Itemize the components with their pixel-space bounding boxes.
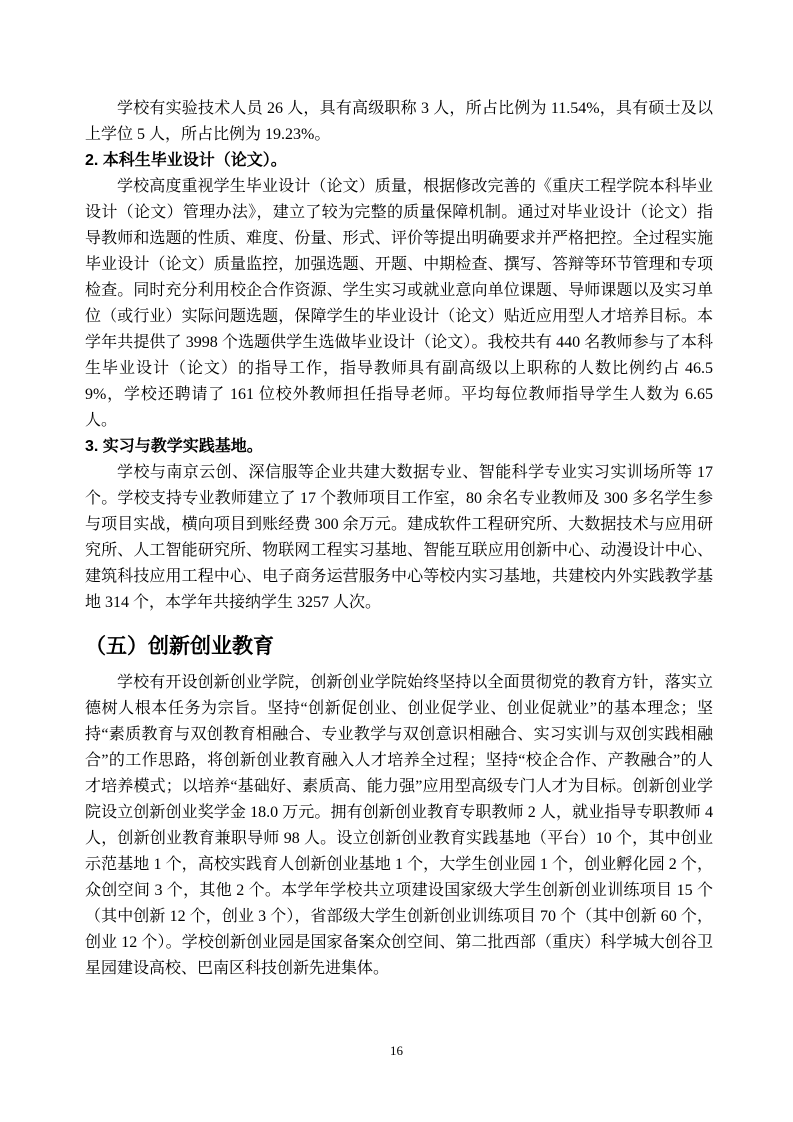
subheading-undergraduate-thesis: 2. 本科生毕业设计（论文）。 xyxy=(85,152,287,169)
paragraph-lab-technicians: 学校有实验技术人员 26 人，具有高级职称 3 人，所占比例为 11.54%，具有硕士及以上学位 5 人，所占比例为 19.23%。 xyxy=(85,100,713,143)
subheading-practice-bases: 3. 实习与教学实践基地。 xyxy=(85,438,263,455)
paragraph-thesis-quality: 学校高度重视学生毕业设计（论文）质量，根据修改完善的《重庆工程学院本科毕业设计（论文）管理办法》，建立了较为完整的质量保障机制。通过对毕业设计（论文）指导教师和选题的性质、难度、份量、形式、评价等提出明确要求并严格把控。全过程实施毕业设计（论文）质量监控，加强选题、开题、中期检查、撰写、答辩等环节管理和专项检查。同时充分利用校企合作资源、学生实习或就业意向单位课题、导师课题以及实习单位（或行业）实际问题选题，保障学生的毕业设计（论文）贴近应用型人才培养目标。本学年共提供了 3998 个选题供学生选做毕业设计（论文）。我校共有 440 名教师参与了本科生毕业设计（论文）的指导工作，指导教师具有副高级以上职称的人数比例约占 46.59%，学校还聘请了 161 位校外教师担任指导老师。平均每位教师指导学生人数为 6.65 人。 xyxy=(85,178,713,429)
paragraph-innovation-education: 学校有开设创新创业学院，创新创业学院始终坚持以全面贯彻党的教育方针，落实立德树人根本任务为宗旨。坚持“创新促创业、创业促学业、创业促就业”的基本理念；坚持“素质教育与双创教育相融合、专业教学与双创意识相融合、实习实训与双创实践相融合”的工作思路，将创新创业教育融入人才培养全过程；坚持“校企合作、产教融合”的人才培养模式；以培养“基础好、素质高、能力强”应用型高级专门人才为目标。创新创业学院设立创新创业奖学金 18.0 万元。拥有创新创业教育专职教师 2 人，就业指导专职教师 4 人，创新创业教育兼职导师 98 人。设立创新创业教育实践基地（平台）10 个，其中创业示范基地 1 个，高校实践育人创新创业基地 1 个，大学生创业园 1 个，创业孵化园 2 个，众创空间 3 个，其他 2 个。本学年学校共立项建设国家级大学生创新创业训练项目 15 个（其中创新 12 个，创业 3 个），省部级大学生创新创业训练项目 70 个（其中创新 60 个，创业 12 个）。学校创新创业园是国家备案众创空间、第二批西部（重庆）科学城大创谷卫星园建设高校、巴南区科技创新先进集体。 xyxy=(85,674,713,977)
page-content xyxy=(85,96,713,982)
paragraph-practice-bases: 学校与南京云创、深信服等企业共建大数据专业、智能科学专业实习实训场所等 17 个。学校支持专业教师建立了 17 个教师项目工作室，80 余名专业教师及 300 多名学生参与项目实战，横向项目到账经费 300 余万元。建成软件工程研究所、大数据技术与应用研究所、人工智能研究所、物联网工程实习基地、智能互联应用创新中心、动漫设计中心、建筑科技应用工程中心、电子商务运营服务中心等校内实习基地，共建校内外实践教学基地 314 个，本学年共接纳学生 3257 人次。 xyxy=(85,464,713,611)
section-heading-innovation-entrepreneurship: （五）创新创业教育 xyxy=(85,635,274,658)
page-number: 16 xyxy=(390,1043,403,1058)
